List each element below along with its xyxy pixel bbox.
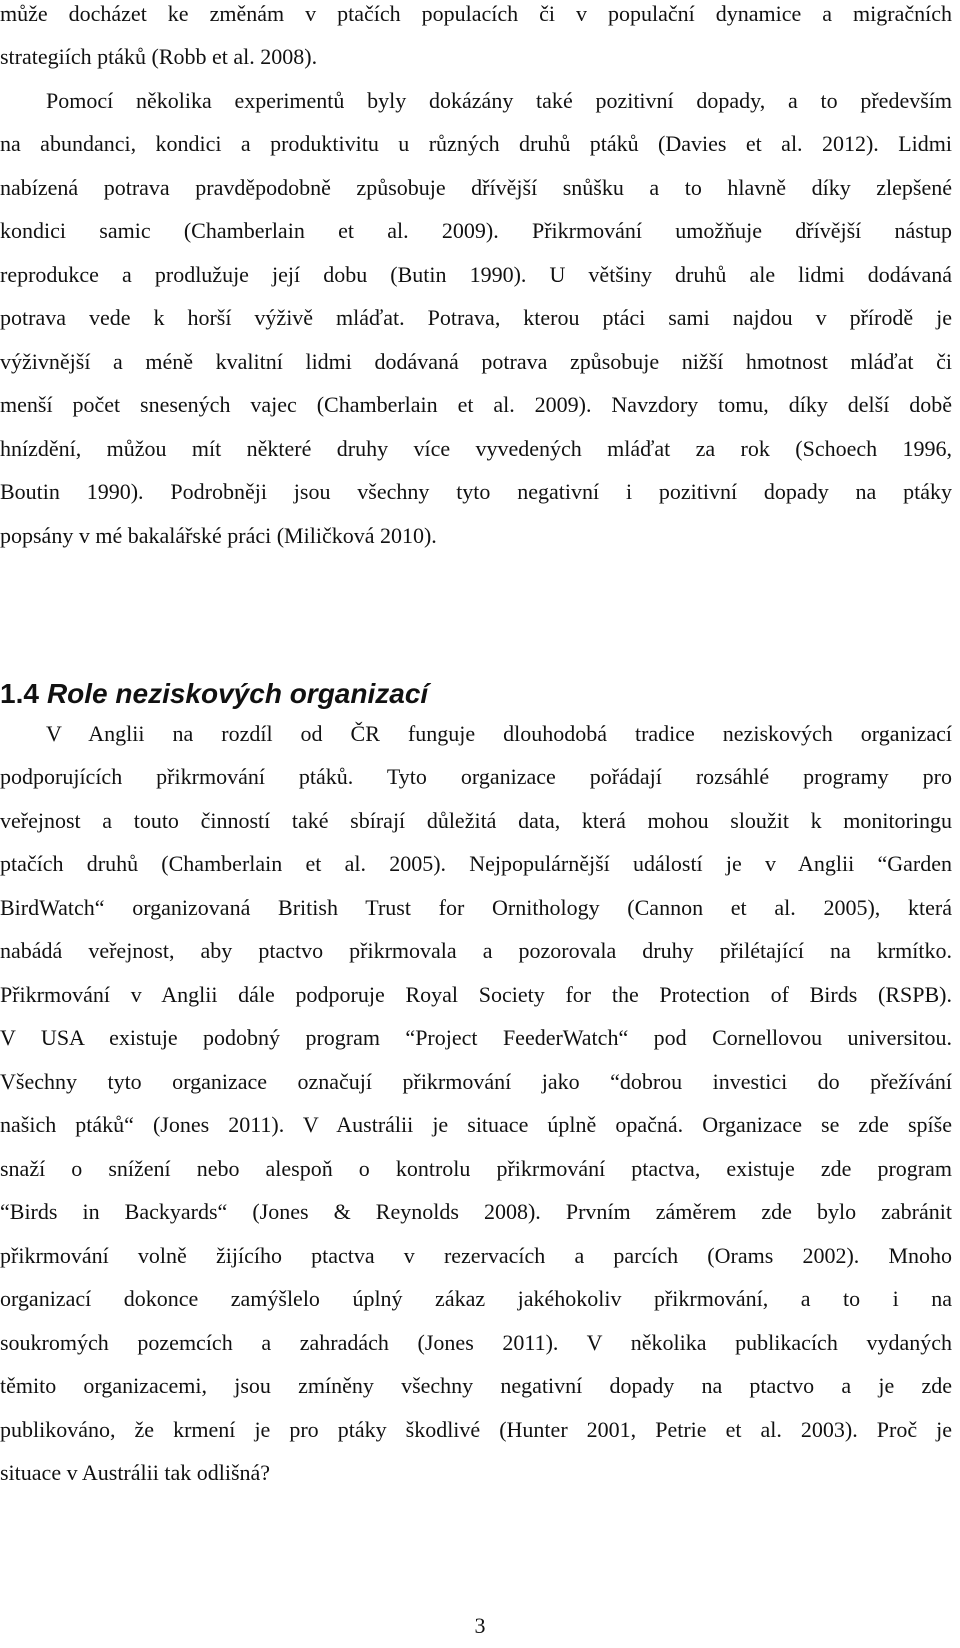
text-line: organizací dokonce zamýšlelo úplný zákaz jakéhokoliv přikrmování, a to i na	[0, 1286, 952, 1311]
text-line: “Birds in Backyards“ (Jones & Reynolds 2008). Prvním záměrem zde bylo zabránit	[0, 1199, 952, 1224]
text-line: V Anglii na rozdíl od ČR funguje dlouhodobá tradice neziskových organizací	[46, 721, 952, 746]
text-line: veřejnost a touto činností také sbírají důležitá data, která mohou sloužit k monitoringu	[0, 808, 952, 833]
text-line: BirdWatch“ organizovaná British Trust for Ornithology (Cannon et al. 2005), která	[0, 895, 952, 920]
text-line: Boutin 1990). Podrobněji jsou všechny tyto negativní i pozitivní dopady na ptáky	[0, 479, 952, 504]
text-line: hnízdění, můžou mít některé druhy více vyvedených mláďat za rok (Schoech 1996,	[0, 436, 952, 461]
text-line: potrava vede k horší výživě mláďat. Potrava, kterou ptáci sami najdou v přírodě je	[0, 305, 952, 330]
text-line: nabádá veřejnost, aby ptactvo přikrmovala a pozorovala druhy přilétající na krmítko.	[0, 938, 952, 963]
text-line: publikováno, že krmení je pro ptáky škodlivé (Hunter 2001, Petrie et al. 2003). Proč je	[0, 1417, 952, 1442]
section-number: 1.4	[0, 678, 39, 709]
section-heading	[0, 676, 952, 712]
text-line: nabízená potrava pravděpodobně způsobuje dřívější snůšku a to hlavně díky zlepšené	[0, 175, 952, 200]
text-line: přikrmování volně žijícího ptactva v rezervacích a parcích (Orams 2002). Mnoho	[0, 1243, 952, 1268]
text-line: ptačích druhů (Chamberlain et al. 2005). Nejpopulárnější událostí je v Anglii “Garden	[0, 851, 952, 876]
text-line: těmito organizacemi, jsou zmíněny všechny negativní dopady na ptactvo a je zde	[0, 1373, 952, 1398]
section-title: Role neziskových organizací	[46, 678, 429, 709]
page-number: 3	[474, 1613, 486, 1638]
text-line: situace v Austrálii tak odlišná?	[0, 1460, 271, 1485]
text-line: V USA existuje podobný program “Project FeederWatch“ pod Cornellovou universitou.	[0, 1025, 952, 1050]
text-line: reprodukce a prodlužuje její dobu (Butin 1990). U většiny druhů ale lidmi dodávaná	[0, 262, 952, 287]
text-line: kondici samic (Chamberlain et al. 2009). Přikrmování umožňuje dřívější nástup	[0, 218, 952, 243]
text-line: Pomocí několika experimentů byly dokázány také pozitivní dopady, a to především	[46, 88, 952, 113]
text-line: výživnější a méně kvalitní lidmi dodávaná potrava způsobuje nižší hmotnost mláďat či	[0, 349, 952, 374]
text-line: podporujících přikrmování ptáků. Tyto organizace pořádají rozsáhlé programy pro	[0, 764, 952, 789]
text-line: strategiích ptáků (Robb et al. 2008).	[0, 44, 318, 69]
text-line: snaží o snížení nebo alespoň o kontrolu přikrmování ptactva, existuje zde program	[0, 1156, 952, 1181]
text-line: popsány v mé bakalářské práci (Miličková 2010).	[0, 523, 437, 548]
text-line: našich ptáků“ (Jones 2011). V Austrálii je situace úplně opačná. Organizace se zde spíše	[0, 1112, 952, 1137]
text-line: Přikrmování v Anglii dále podporuje Royal Society for the Protection of Birds (RSPB).	[0, 982, 952, 1007]
text-line: menší počet snesených vajec (Chamberlain et al. 2009). Navzdory tomu, díky delší době	[0, 392, 952, 417]
text-line: soukromých pozemcích a zahradách (Jones 2011). V několika publikacích vydaných	[0, 1330, 952, 1355]
text-line: může docházet ke změnám v ptačích populacích či v populační dynamice a migračních	[0, 1, 952, 26]
text-line: Všechny tyto organizace označují přikrmování jako “dobrou investici do přežívání	[0, 1069, 952, 1094]
text-line: na abundanci, kondici a produktivitu u různých druhů ptáků (Davies et al. 2012). Lidmi	[0, 131, 952, 156]
